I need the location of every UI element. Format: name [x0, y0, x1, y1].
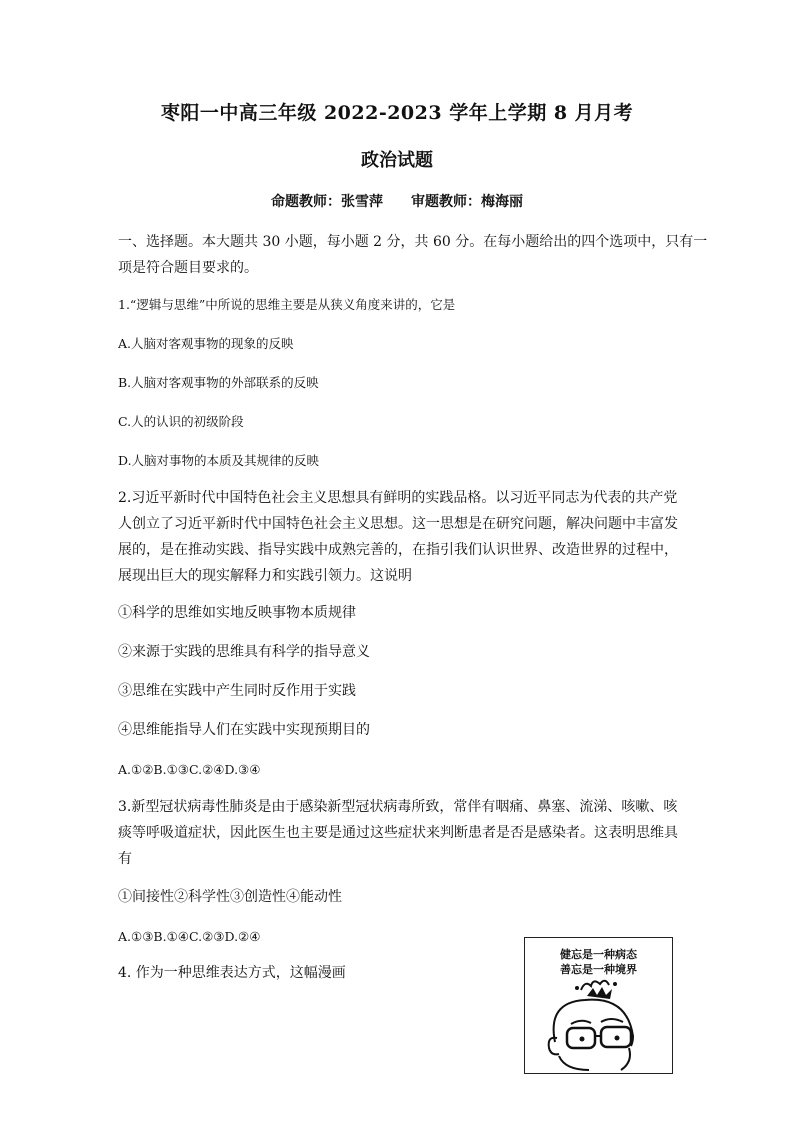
q2-item-4: ④思维能指导人们在实践中实现预期目的 — [118, 722, 370, 738]
q2-item-3: ③思维在实践中产生同时反作用于实践 — [118, 683, 356, 699]
section-intro-line2: 项是符合题目要求的。 — [118, 260, 258, 276]
cartoon-caption-2: 善忘是一种境界 — [560, 963, 637, 976]
exam-title: 枣阳一中高三年级 2022-2023 学年上学期 8 月月考 — [160, 102, 634, 124]
q2-item-1: ①科学的思维如实地反映事物本质规律 — [118, 605, 356, 621]
author-label: 命题教师：张雪萍 — [271, 194, 383, 210]
q3-items: ①间接性②科学性③创造性④能动性 — [118, 889, 342, 905]
q3-line3: 有 — [118, 851, 132, 867]
q1-stem: 1.“逻辑与思维”中所说的思维主要是从狭义角度来讲的，它是 — [118, 297, 456, 312]
q3-line1: 3.新型冠状病毒性肺炎是由于感染新型冠状病毒所致，常伴有咽痛、鼻塞、流涕、咳嗽、咳 — [118, 799, 678, 815]
q2-line2: 人创立了习近平新时代中国特色社会主义思想。这一思想是在研究问题，解决问题中丰富发 — [118, 516, 678, 532]
q1-option-a: A.人脑对客观事物的现象的反映 — [118, 336, 294, 351]
q1-option-d: D.人脑对事物的本质及其规律的反映 — [118, 453, 320, 468]
q3-line2: 痰等呼吸道症状，因此医生也主要是通过这些症状来判断患者是否是感染者。这表明思维具 — [118, 825, 678, 841]
q2-options: A.①②B.①③C.②④D.③④ — [118, 762, 261, 777]
q3-options: A.①③B.①④C.②③D.②④ — [118, 929, 261, 944]
exam-subject: 政治试题 — [361, 150, 433, 171]
q1-option-c: C.人的认识的初级阶段 — [118, 414, 244, 429]
q4-stem: 4. 作为一种思维表达方式，这幅漫画 — [118, 965, 346, 981]
teachers-line — [0, 191, 794, 211]
q2-line4: 展现出巨大的现实解释力和实践引领力。这说明 — [118, 568, 412, 584]
cartoon-drawing — [525, 938, 671, 1072]
q2-item-2: ②来源于实践的思维具有科学的指导意义 — [118, 644, 370, 660]
q1-option-b: B.人脑对客观事物的外部联系的反映 — [118, 375, 319, 390]
reviewer-label: 审题教师：梅海丽 — [411, 194, 523, 210]
q2-line3: 展的，是在推动实践、指导实践中成熟完善的，在指引我们认识世界、改造世界的过程中， — [118, 542, 678, 558]
cartoon-caption-1: 健忘是一种病态 — [560, 948, 637, 961]
cartoon-image — [524, 937, 673, 1074]
q2-line1: 2.习近平新时代中国特色社会主义思想具有鲜明的实践品格。以习近平同志为代表的共产党 — [118, 490, 678, 506]
section-intro-line1: 一、选择题。本大题共 30 小题，每小题 2 分，共 60 分。在每小题给出的四个选项中，只有一 — [118, 234, 708, 250]
